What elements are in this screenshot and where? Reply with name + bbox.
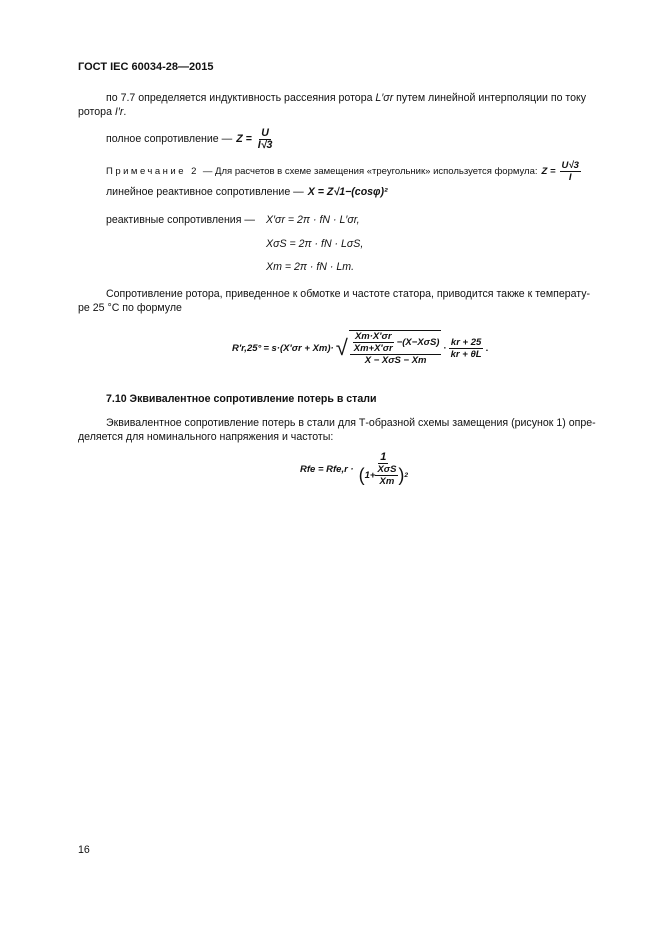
temperature-denominator: kr + θL — [450, 348, 482, 360]
formula-lhs: R′r,25° — [232, 342, 262, 354]
definition-label: полное сопротивление — — [106, 133, 233, 145]
formula-factor: = s·(X′σr + Xm)· — [263, 342, 334, 354]
formula-stator-leakage-reactance: XσS = 2π · fN · LσS, — [266, 238, 364, 250]
paragraph-inductance-cont — [78, 106, 126, 119]
paragraph-text: по 7.7 определяется индуктивность рассеяния ротора — [106, 92, 376, 104]
fe-inner-denominator: Xm — [379, 476, 395, 487]
inner-numerator: Xm·X′σr — [354, 331, 392, 342]
symbol-rotor-current: I′r — [114, 106, 124, 118]
paragraph-inductance — [106, 92, 586, 105]
fraction-numerator: U√3 — [561, 160, 579, 171]
definition-label: линейное реактивное сопротивление — — [106, 186, 304, 198]
one-plus: 1+ — [364, 470, 376, 481]
formula-rotor-leakage-reactance: X′σr = 2π · fN · L′σr, — [266, 214, 360, 226]
note-2 — [106, 160, 581, 183]
impedance-definition — [106, 128, 274, 151]
main-denominator: X − XσS − Xm — [364, 355, 427, 366]
symbol-leakage-inductance: L′σr — [375, 92, 394, 104]
formula-reactance: X = Z√1−(cosφ)² — [307, 186, 388, 198]
paragraph-text: путем линейной интерполяции по току — [393, 92, 587, 104]
sqrt-icon: √ — [335, 335, 348, 360]
paren-open: ( — [358, 465, 365, 485]
fraction-numerator: U — [261, 127, 269, 139]
exponent: 2 — [404, 472, 409, 479]
fe-inner-fraction — [375, 464, 398, 487]
rotor-resistance-formula — [232, 330, 488, 366]
formula-lhs: Z = — [541, 166, 556, 177]
formula-fraction — [560, 160, 581, 183]
formula-lhs: Rfe = Rfe,r · — [300, 464, 354, 475]
reactance-definition — [106, 186, 388, 199]
fe-fraction — [357, 452, 411, 487]
note-text: — Для расчетов в схеме замещения «треугольник» используется формула: — [202, 166, 538, 177]
fe-inner-numerator: XσS — [377, 464, 397, 475]
temperature-fraction — [449, 337, 484, 360]
iron-loss-formula — [300, 452, 410, 487]
fe-numerator: 1 — [380, 451, 387, 463]
inner-fraction — [352, 331, 395, 354]
formula-fraction — [256, 128, 275, 151]
document-header: ГОСТ IEC 60034-28—2015 — [78, 61, 214, 73]
main-numerator — [350, 331, 442, 355]
multiply-sign: · — [443, 342, 447, 354]
paragraph-iron-loss-cont: деляется для номинального напряжения и частоты: — [78, 431, 334, 443]
formula-magnetizing-reactance: Xm = 2π · fN · Lm. — [266, 261, 355, 273]
note-label: Примечание 2 — [106, 166, 199, 177]
paragraph-rotor-resistance: Сопротивление ротора, приведенное к обмотке и частоте статора, приводится также к температу- — [106, 288, 591, 300]
fraction-denominator: I — [568, 172, 572, 183]
paragraph-text: ротора — [78, 106, 115, 118]
numerator-term: −(X−XσS) — [396, 337, 440, 348]
section-title: 7.10 Эквивалентное сопротивление потерь в стали — [106, 393, 377, 405]
paren-close: ) — [398, 465, 405, 485]
period: . — [485, 342, 489, 354]
paragraph-text: . — [123, 106, 127, 118]
fraction-denominator: I√3 — [257, 139, 273, 151]
paragraph-rotor-resistance-cont: ре 25 °С по формуле — [78, 302, 182, 314]
page-number: 16 — [78, 844, 90, 856]
paragraph-iron-loss: Эквивалентное сопротивление потерь в стали для Т-образной схемы замещения (рисунок 1) опре- — [106, 417, 596, 429]
main-fraction — [350, 331, 442, 366]
temperature-numerator: kr + 25 — [450, 336, 482, 348]
reactances-label: реактивные сопротивления — — [106, 214, 255, 226]
inner-denominator: Xm+X′σr — [353, 343, 393, 354]
fe-denominator — [357, 464, 411, 487]
sqrt-body — [349, 330, 442, 366]
formula-lhs: Z = — [236, 133, 252, 145]
